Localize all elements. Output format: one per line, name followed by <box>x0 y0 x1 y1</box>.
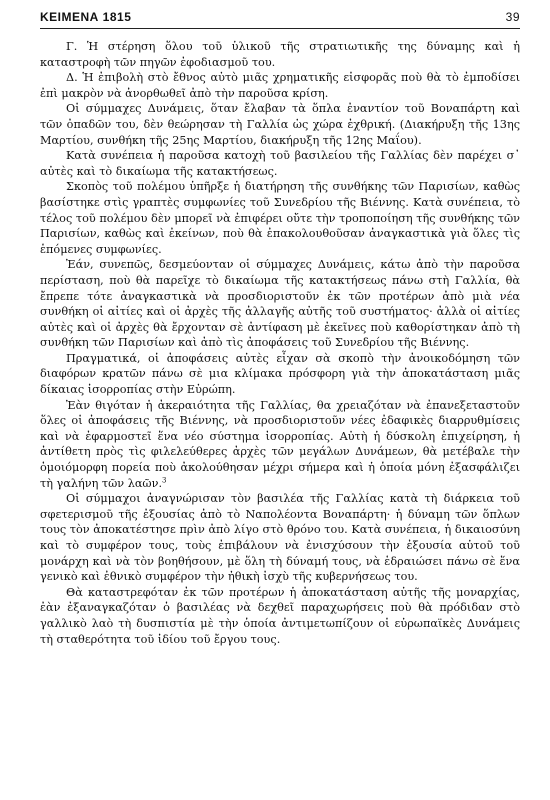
paragraph: Θὰ καταστρεφόταν ἐκ τῶν προτέρων ἡ ἀποκατάσταση αὐτῆς τῆς μοναρχίας, ἐὰν ἐξαναγκαζόταν ὁ βασιλέας νὰ δεχθεῖ παραχωρήσεις ποὺ θὰ πρόδιδαν στὸ γαλλικὸ λαὸ τὴ δυσπιστία μὲ τὴν ὁποία ἀντιμετωπίζουν οἱ εὐρωπαϊκὲς Δυνάμεις τὴ σταθερότητα τοῦ ἰδίου τοῦ ἔργου τους. <box>40 585 520 646</box>
header-rule <box>40 28 520 29</box>
paragraph: Γ. Ἡ στέρηση ὅλου τοῦ ὑλικοῦ τῆς στρατιωτικῆς της δύναμης καὶ ἡ καταστροφὴ τῶν πηγῶν ἐφοδιασμοῦ του. <box>40 40 520 69</box>
paragraph: Οἱ σύμμαχες Δυνάμεις, ὅταν ἔλαβαν τὰ ὅπλα ἐναντίον τοῦ Βοναπάρτη καὶ τῶν ὀπαδῶν του, δὲν θεώρησαν τὴ Γαλλία ὡς χώρα ἐχθρική. (Διακήρυξη τῆς 13ης Μαρτίου, συνθήκη τῆς 25ης Μαρτίου, διακήρυξη τῆς 12ης Μαΐου). <box>40 102 520 147</box>
running-title: ΚΕΙΜΕΝΑ 1815 <box>40 10 132 24</box>
paragraph: Δ. Ἡ ἐπιβολὴ στὸ ἔθνος αὐτὸ μιᾶς χρηματικῆς εἰσφορᾶς ποὺ θὰ τὸ ἐμποδίσει ἐπὶ μακρὸν νὰ ἀνορθωθεῖ ἀπὸ τὴν παροῦσα κρίση. <box>40 71 520 100</box>
paragraph: Κατὰ συνέπεια ἡ παροῦσα κατοχὴ τοῦ βασιλείου τῆς Γαλλίας δὲν παρέχει σ᾽ αὐτὲς καὶ τὸ δικαίωμα τῆς κατακτήσεως. <box>40 149 520 178</box>
running-header <box>40 10 520 26</box>
paragraph: Οἱ σύμμαχοι ἀναγνώρισαν τὸν βασιλέα τῆς Γαλλίας κατὰ τὴ διάρκεια τοῦ σφετερισμοῦ τῆς ἐξουσίας ἀπὸ τὸ Ναπολέοντα Βοναπάρτη· ἡ δύναμη τῶν ὅπλων τους τὸν ἀποκατέστησε πρὶν ἀπὸ λίγο στὸ θρόνο του. Κατὰ συνέπεια, ἡ δικαιοσύνη καὶ τὸ συμφέρον τους, τοὺς ἐπιβάλουν νὰ ἐνισχύσουν τὴν ἐξουσία αὐτοῦ τοῦ μονάρχη καὶ νὰ τὸν βοηθήσουν, μὲ ὅλη τὴ δύναμή τους, νὰ ἑδραιώσει πάνω σὲ ἕνα γενικὸ καὶ ἐθνικὸ συμφέρον τὴν ἠθικὴ ἰσχὺ τῆς κυβερνήσεως του. <box>40 492 520 584</box>
paragraph-text: Ἐὰν θιγόταν ἡ ἀκεραιότητα τῆς Γαλλίας, θα χρειαζόταν νὰ ἐπανεξεταστοῦν ὅλες οἱ ἀποφάσεις τῆς Βιέννης, νὰ προσδιοριστοῦν νέες ἐδαφικὲς διαρρυθμίσεις καὶ νὰ ἐφαρμοστεῖ ἕνα νέο σύστημα ἰσορροπίας. Αὐτὴ ἡ δύσκολη ἐπιχείρηση, ἡ ἀντίθετη πρὸς τὶς φιλελεύθερες ἀρχὲς τῶν μεγάλων Δυνάμεων, θὰ μετέβαλε τὴν ὁμοιόμορφη πορεία ποὺ ἀκολούθησαν μέχρι σήμερα καὶ ἡ ὁποία μόνη ἐξασφάλιζει τὴ γαλήνη τῶν λαῶν. <box>40 398 520 490</box>
paragraph: Ἐάν, συνεπῶς, δεσμεύονταν οἱ σύμμαχες Δυνάμεις, κάτω ἀπὸ τὴν παροῦσα περίσταση, ποὺ θὰ παρεῖχε τὸ δικαίωμα τῆς κατακτήσεως πάνω στὴ Γαλλία, θὰ ἔπρεπε τότε ἀναγκαστικὰ νὰ προσδιοριστοῦν ἐκ τῶν προτέρων ἀπὸ μιὰ νέα συνθήκη οἱ αἰτίες καὶ οἱ ἀρχὲς τῆς ἀλλαγῆς αὐτῆς τοῦ συστήματος· ἀλλὰ οἱ αἰτίες αὐτὲς καὶ οἱ ἀρχὲς θὰ ἔρχονταν σὲ ἀντίφαση μὲ ἐκεῖνες ποὺ καθορίστηκαν ἀπὸ τὴ συνθήκη τῶν Παρισίων καὶ ἀπὸ τὶς ἀποφάσεις τοῦ Συνεδρίου τῆς Βιέννης. <box>40 258 520 350</box>
footnote-marker: 3 <box>162 475 167 484</box>
body-text <box>40 39 520 647</box>
page-number: 39 <box>505 10 520 24</box>
paragraph: Πραγματικά, οἱ ἀποφάσεις αὐτὲς εἶχαν σὰ σκοπὸ τὴν ἀνοικοδόμηση τῶν διαφόρων κρατῶν πάνω σὲ μια κλίμακα πρόσφορη γιὰ τὴν ἀποκατάσταση μιᾶς δίκαιας ἰσορροπίας στὴν Εὐρώπη. <box>40 351 520 397</box>
paragraph: Σκοπὸς τοῦ πολέμου ὑπῆρξε ἡ διατήρηση τῆς συνθήκης τῶν Παρισίων, καθὼς βασίστηκε στὶς γραπτὲς συμφωνίες τοῦ Συνεδρίου τῆς Βιέννης. Κατὰ συνέπεια, τὸ τέλος τοῦ πολέμου δὲν μπορεῖ νὰ ἐπιφέρει οὔτε τὴν τροποποίηση τῆς συνθήκης τῶν Παρισίων, καθὼς καὶ ἐκείνων, ποὺ θὰ ἐπακολουθοῦσαν ἀναγκαστικὰ γιὰ ὅλες τὶς ἑπόμενες συμφωνίες. <box>40 180 520 256</box>
paragraph <box>40 398 520 492</box>
